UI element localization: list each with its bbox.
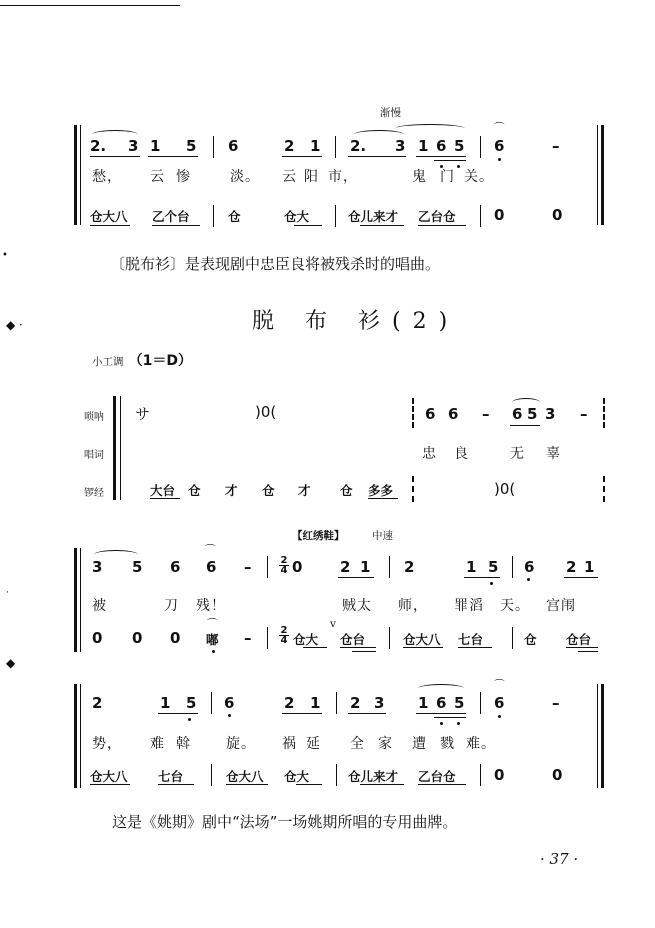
percussion-syllable: 仓儿来才 (348, 769, 399, 784)
percussion-syllable: 七台 (158, 769, 184, 784)
melody-note: 1 (584, 558, 595, 576)
percussion-rest: 0 (552, 206, 563, 224)
system-brace (74, 684, 77, 788)
explanatory-note: 〔脱布衫〕是表现剧中忠臣良将被残杀时的唱曲。 (110, 255, 441, 273)
time-signature: $\frac{2}{4}$ (280, 555, 288, 576)
percussion-rest: 0 (132, 629, 143, 647)
lyric: 斡 (176, 736, 191, 752)
system-brace (74, 548, 77, 652)
melody-note: 6 (170, 558, 181, 576)
melody-note: 3 (395, 137, 406, 155)
percussion-syllable: 多多 (368, 483, 394, 498)
lyric: 淡。 (230, 169, 260, 185)
lyric: 刀 (164, 598, 179, 614)
margin-mark: • (2, 250, 8, 261)
melody-note: – (482, 405, 490, 423)
melody-note: – (580, 405, 588, 423)
melody-note: 6 (436, 694, 447, 712)
lyric: 市， (328, 169, 358, 185)
percussion-syllable: 仓 (340, 483, 353, 498)
lyric: 宫闱 (546, 598, 576, 614)
melody-note: 1 (466, 558, 477, 576)
melody-note: 3 (374, 694, 385, 712)
melody-note: 1 (418, 137, 429, 155)
lyric: 惨 (176, 169, 191, 185)
percussion-syllable: 仓 (262, 483, 275, 498)
part-label-percussion: 锣经 (84, 488, 104, 499)
melody-note: 6 (206, 558, 217, 576)
fermata-mark: ⌒ (494, 679, 505, 691)
melody-note: 5 (527, 405, 538, 423)
percussion-syllable: 仓 (524, 632, 537, 647)
melody-note: 6 (228, 137, 239, 155)
melody-note: 6 (436, 137, 447, 155)
melody-note: 2 (284, 694, 295, 712)
percussion-syllable: 乙台仓 (418, 769, 456, 784)
lyric: 阳 (304, 169, 319, 185)
melody-note: 6 (425, 405, 436, 423)
melody-note: – (552, 137, 560, 155)
melody-note: 5 (186, 137, 197, 155)
lyric: 云 (282, 169, 297, 185)
percussion-syllable: 仓台 (566, 632, 592, 647)
lyric: 旋。 (226, 736, 256, 752)
margin-mark: ◆ (6, 656, 16, 670)
lyric: 愁， (92, 169, 122, 185)
lyric: 延 (306, 736, 321, 752)
percussion-rest: 0 (494, 766, 505, 784)
lyric: 天。 (500, 598, 530, 614)
melody-note: 2 (92, 694, 103, 712)
lyric: 被 (92, 598, 107, 614)
percussion-syllable: 仓大 (293, 632, 319, 647)
melody-note: 6 (448, 405, 459, 423)
percussion-syllable: 乙台仓 (418, 209, 456, 224)
percussion-syllable: 大台 (150, 483, 176, 498)
top-rule (0, 5, 180, 6)
lyric: 门 (440, 169, 455, 185)
rest-bracket: )0( (255, 403, 277, 421)
melody-note: 6 (494, 694, 505, 712)
time-signature: $\frac{2}{4}$ (280, 625, 288, 646)
percussion-syllable: 才 (225, 483, 238, 498)
part-label-lyrics: 唱词 (84, 450, 104, 461)
melody-note: 1 (360, 558, 371, 576)
melody-note: 1 (150, 137, 161, 155)
melody-note: 6 (512, 405, 523, 423)
lyric: 罪滔 (454, 598, 484, 614)
percussion-syllable: 才 (298, 483, 311, 498)
melody-note: 6 (494, 137, 505, 155)
lyric: 势， (92, 736, 122, 752)
melody-note: 2. (350, 137, 367, 155)
section-title: 脱 布 衫(2) (252, 309, 460, 334)
melody-note: 2 (404, 558, 415, 576)
melody-note: 2 (284, 137, 295, 155)
melody-note: 1 (310, 694, 321, 712)
lyric: 师， (398, 598, 428, 614)
percussion-syllable: 仓大八 (90, 769, 128, 784)
tempo-marking: 渐慢 (380, 107, 401, 119)
margin-mark: · (6, 588, 9, 598)
lyric: 忠 (422, 446, 437, 462)
lyric: 难 (150, 736, 165, 752)
percussion-rest: 0 (170, 629, 181, 647)
lyric: 良 (454, 446, 469, 462)
percussion-syllable: 仓 (188, 483, 201, 498)
rest-bracket: )0( (494, 480, 516, 498)
percussion-syllable: 仓大 (284, 209, 310, 224)
percussion-syllable: 仓 (228, 209, 241, 224)
key-signature (92, 350, 192, 370)
percussion-syllable: 仓大八 (226, 769, 264, 784)
explanatory-note: 这是《姚期》剧中“法场”一场姚期所唱的专用曲牌。 (112, 813, 458, 831)
melody-note: 1 (418, 694, 429, 712)
melody-note: 3 (128, 137, 139, 155)
qupai-label: 【红绣鞋】 (292, 530, 345, 542)
percussion-rest: 0 (494, 206, 505, 224)
percussion-syllable: 仓台 (340, 632, 366, 647)
percussion-syllable: 七台 (458, 632, 484, 647)
melody-note: 2 (340, 558, 351, 576)
melody-note: 3 (545, 405, 556, 423)
percussion-syllable: 嘟 (206, 632, 219, 647)
lyric: 辜 (546, 446, 561, 462)
melody-note: 2 (566, 558, 577, 576)
melody-note: 0 (292, 558, 303, 576)
free-meter-sign: サ (135, 405, 151, 423)
percussion-rest: – (244, 629, 252, 647)
fermata-mark: ⌒ (205, 544, 216, 556)
lyric: 祸 (282, 736, 297, 752)
fermata-mark: ⌒ (207, 618, 218, 630)
percussion-rest: 0 (552, 766, 563, 784)
percussion-syllable: 仓大八 (403, 632, 441, 647)
lyric: 戮 (440, 736, 455, 752)
percussion-syllable: 仓大 (284, 769, 310, 784)
percussion-syllable: 仓儿来才 (348, 209, 399, 224)
melody-note: 5 (454, 137, 465, 155)
melody-note: 5 (132, 558, 143, 576)
key-value: （1＝D） (128, 353, 192, 369)
lyric: 关。 (464, 169, 494, 185)
percussion-syllable: 乙个台 (152, 209, 190, 224)
melody-note: 5 (454, 694, 465, 712)
melody-note: – (244, 558, 252, 576)
melody-note: 1 (160, 694, 171, 712)
melody-note: 6 (524, 558, 535, 576)
melody-note: 1 (310, 137, 321, 155)
system-brace (113, 396, 116, 500)
tempo-marking: 中速 (372, 530, 393, 542)
melody-note: 2. (90, 137, 107, 155)
lyric: 鬼 (412, 169, 427, 185)
percussion-rest: 0 (92, 629, 103, 647)
lyric: 全 (350, 736, 365, 752)
lyric: 残！ (196, 598, 226, 614)
fermata-mark: ⌒ (494, 122, 505, 134)
melody-note: 2 (350, 694, 361, 712)
melody-note: 5 (488, 558, 499, 576)
margin-mark: ◆ · (6, 318, 23, 332)
accent-mark: v (330, 618, 336, 630)
key-label: 小工调 (92, 356, 124, 368)
melody-note: 6 (224, 694, 235, 712)
lyric: 遭 (412, 736, 427, 752)
part-label-suona: 唢呐 (84, 412, 104, 423)
melody-note: 5 (186, 694, 197, 712)
melody-note: – (552, 694, 560, 712)
lyric: 家 (378, 736, 393, 752)
lyric: 无 (510, 446, 525, 462)
percussion-syllable: 仓大八 (90, 209, 128, 224)
page-number: · 37 · (540, 850, 579, 868)
lyric: 难。 (466, 736, 496, 752)
lyric: 云 (150, 169, 165, 185)
melody-note: 3 (92, 558, 103, 576)
lyric: 贼太 (342, 598, 372, 614)
system-brace (74, 125, 77, 225)
